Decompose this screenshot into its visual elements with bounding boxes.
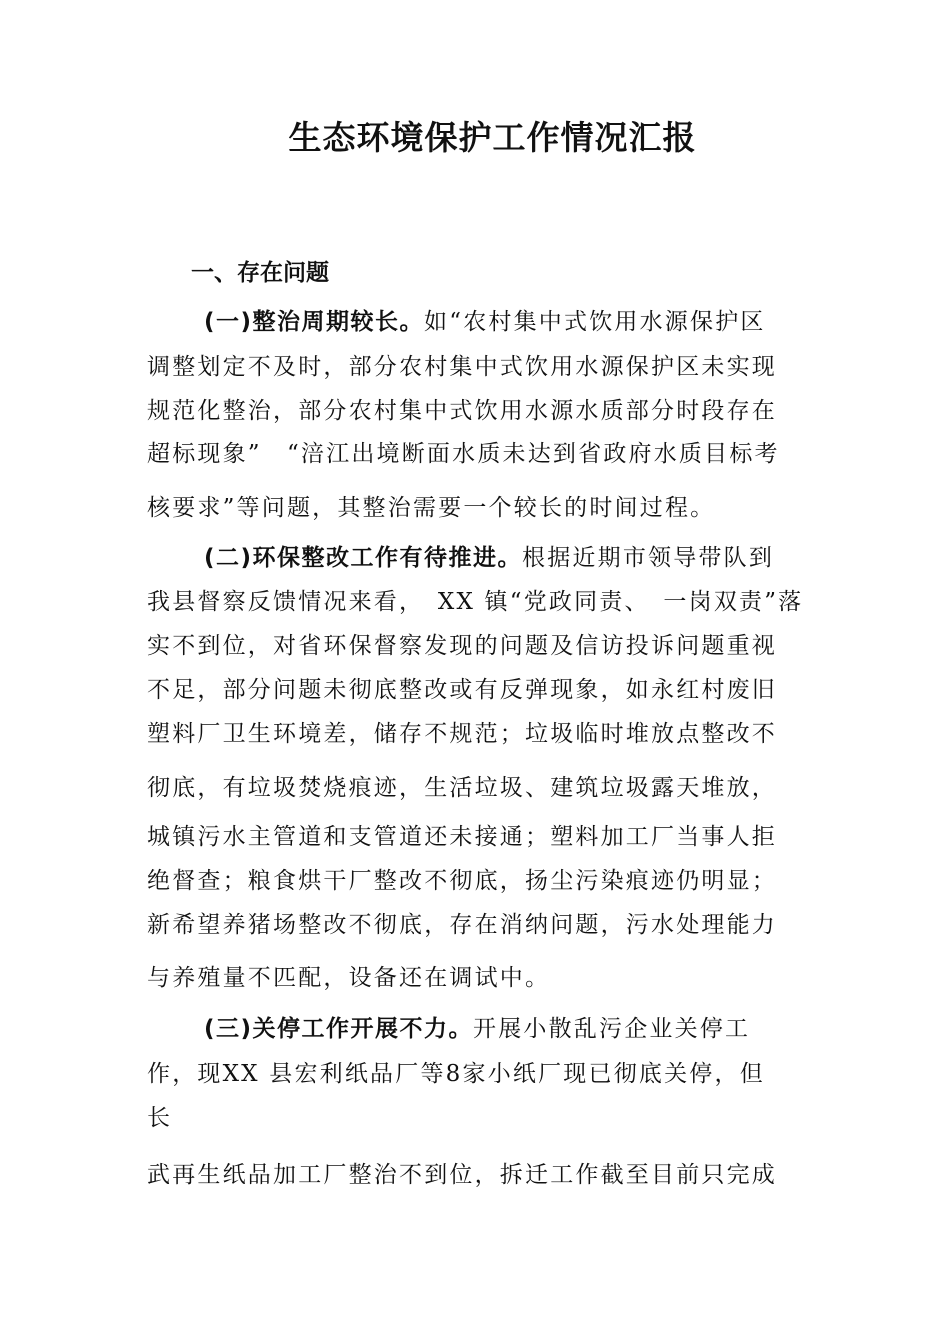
paragraph-3-line-3: 长 <box>147 1105 173 1131</box>
paragraph-1-lead: (一)整治周期较长。 <box>204 309 425 335</box>
paragraph-2-line-4: 不足，部分问题未彻底整改或有反弹现象，如永红村废旧 <box>147 677 777 703</box>
paragraph-2-text: 根据近期市领导带队到 <box>522 545 775 571</box>
paragraph-3-line-2: 作，现XX 县宏利纸品厂等8家小纸厂现已彻底关停，但 <box>147 1061 765 1087</box>
paragraph-1-line-5: 核要求”等问题，其整治需要一个较长的时间过程。 <box>147 495 716 521</box>
paragraph-3-text: 开展小散乱污企业关停工 <box>473 1016 751 1042</box>
paragraph-1-text: 如“农村集中式饮用水源保护区 <box>424 309 766 335</box>
paragraph-2-line-10: 与养殖量不匹配，设备还在调试中。 <box>147 965 551 991</box>
paragraph-2-line-8: 绝督查；粮食烘干厂整改不彻底，扬尘污染痕迹仍明显； <box>147 868 777 894</box>
paragraph-1-line-2: 调整划定不及时，部分农村集中式饮用水源保护区未实现 <box>147 354 777 380</box>
document-title: 生态环境保护工作情况汇报 <box>288 118 697 157</box>
paragraph-2-line-9: 新希望养猪场整改不彻底，存在消纳问题，污水处理能力 <box>147 912 777 938</box>
paragraph-3-line-1 <box>204 1012 750 1046</box>
paragraph-3-lead: (三)关停工作开展不力。 <box>204 1016 474 1042</box>
paragraph-2-line-2: 我县督察反馈情况来看， XX 镇“党政同责、 一岗双责”落 <box>147 589 804 615</box>
paragraph-2-line-3: 实不到位，对省环保督察发现的问题及信访投诉问题重视 <box>147 633 777 659</box>
paragraph-1-line-4: 超标现象” “涪江出境断面水质未达到省政府水质目标考 <box>147 441 780 467</box>
paragraph-3-line-4: 武再生纸品加工厂整治不到位，拆迁工作截至目前只完成 <box>147 1162 777 1188</box>
section-heading: 一、存在问题 <box>191 260 329 286</box>
paragraph-2-lead: (二)环保整改工作有待推进。 <box>204 545 523 571</box>
paragraph-1-line-3: 规范化整治，部分农村集中式饮用水源水质部分时段存在 <box>147 398 777 424</box>
paragraph-2-line-6: 彻底，有垃圾焚烧痕迹，生活垃圾、建筑垃圾露天堆放， <box>147 775 777 801</box>
paragraph-1-line-1 <box>204 305 766 339</box>
paragraph-2-line-5: 塑料厂卫生环境差，储存不规范；垃圾临时堆放点整改不 <box>147 721 777 747</box>
paragraph-2-line-7: 城镇污水主管道和支管道还未接通；塑料加工厂当事人拒 <box>147 824 777 850</box>
paragraph-2-line-1 <box>204 541 774 575</box>
